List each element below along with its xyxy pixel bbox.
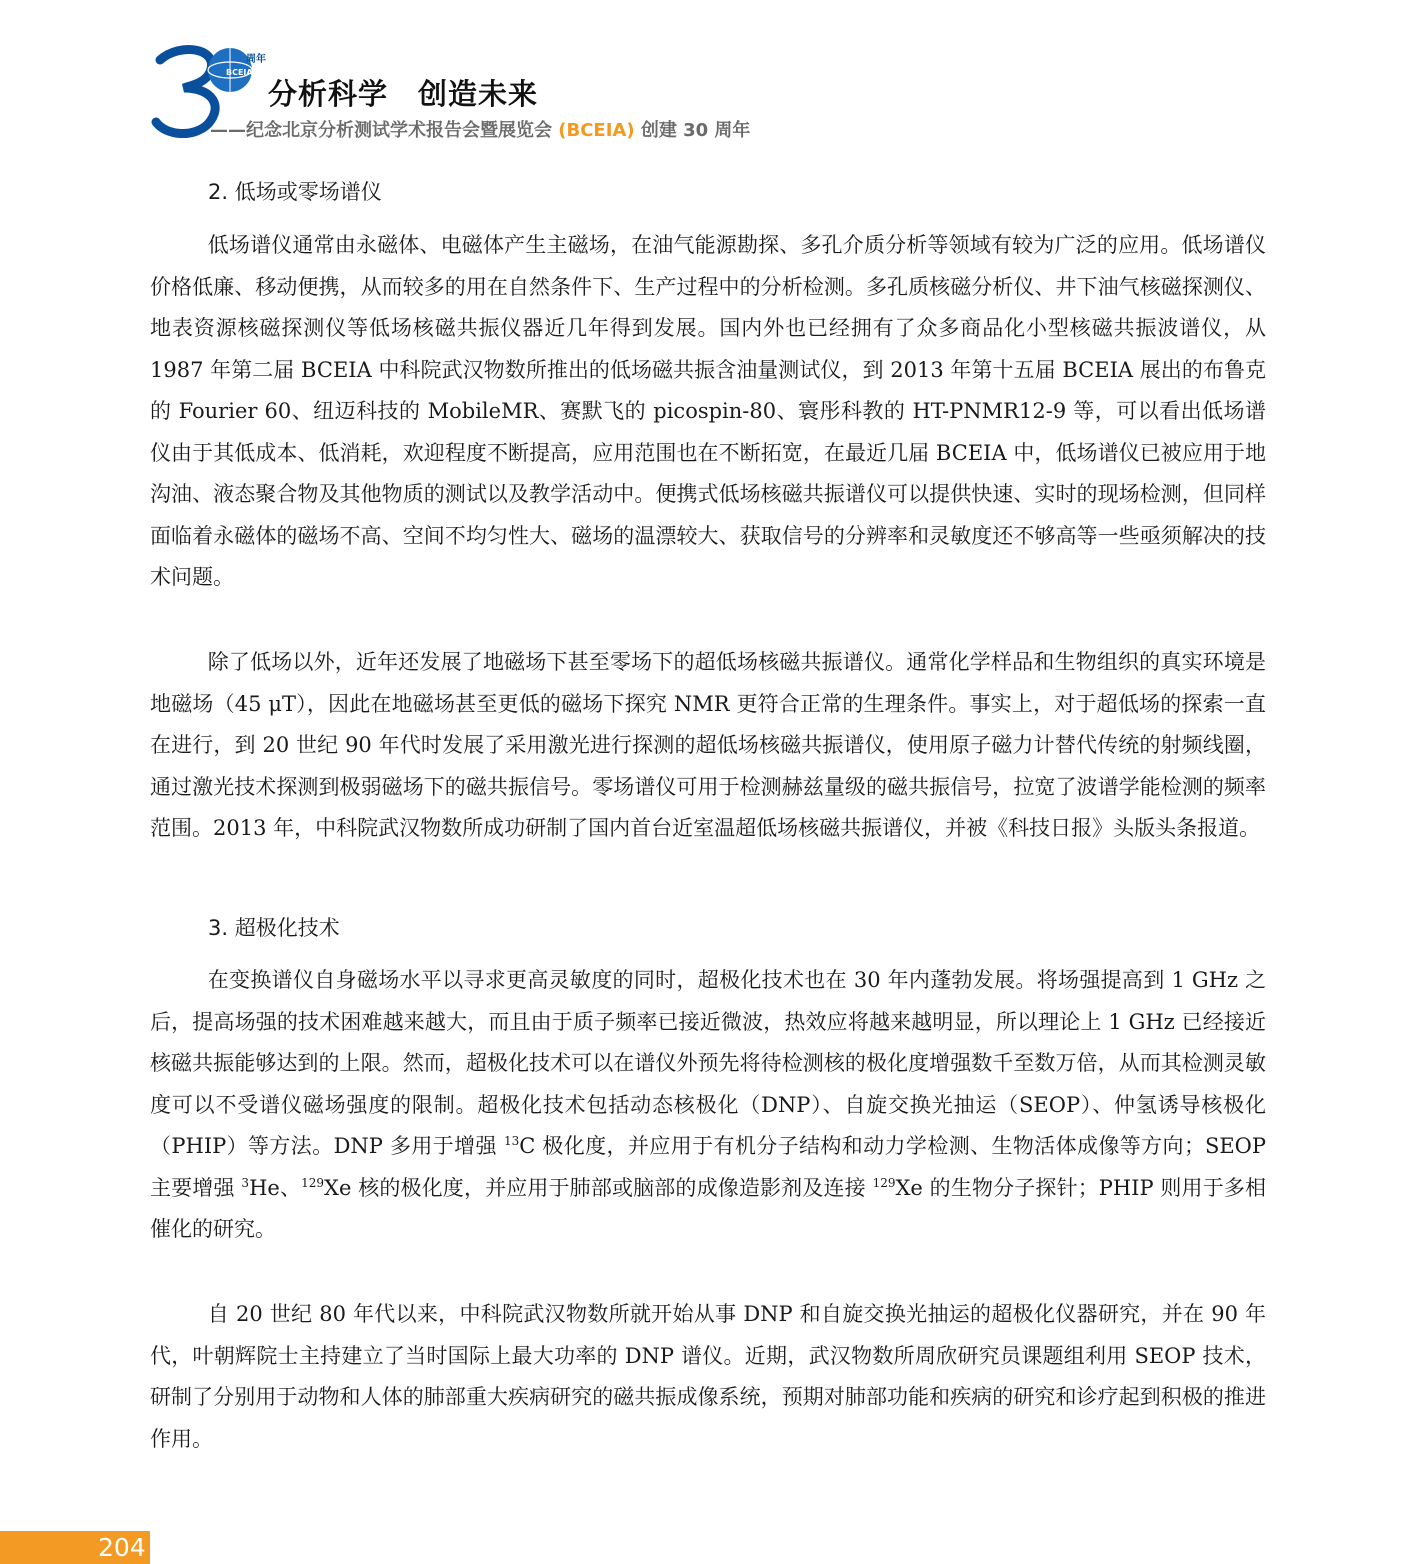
subtitle-suffix: 创建 30 周年 — [634, 120, 751, 141]
superscript: 13 — [503, 1134, 520, 1148]
page-header — [150, 40, 1050, 150]
text-run: Xe 核的极化度，并应用于肺部或脑部的成像造影剂及连接 — [324, 1175, 873, 1200]
section-heading-low-field: 2. 低场或零场谱仪 — [208, 180, 382, 204]
text-run: Xe 的生物分子探针；PHIP 则用于多相催化的研究。 — [150, 1175, 1266, 1241]
superscript: 129 — [301, 1175, 325, 1190]
subtitle-accent: (BCEIA) — [558, 120, 635, 141]
paragraph-low-field-1: 低场谱仪通常由永磁体、电磁体产生主磁场，在油气能源勘探、多孔介质分析等领域有较为广泛的应用。低场谱仪价格低廉、移动便携，从而较多的用在自然条件下、生产过程中的分析检测。多孔质核磁分析仪、井下油气核磁探测仪、地表资源核磁探测仪等低场核磁共振仪器近几年得到发展。国内外也已经拥有了众多商品化小型核磁共振波谱仪，从 1987 年第二届 BCEIA 中科院武汉物数所推出的低场磁共振含油量测试仪，到 2013 年第十五届 BCEIA 展出的布鲁克的 Fourier 60、纽迈科技的 MobileMR、赛默飞的 picospin-80、寰彤科教的 HT-PNMR12-9 等，可以看出低场谱仪由于其低成本、低消耗，欢迎程度不断提高，应用范围也在不断拓宽，在最近几届 BCEIA 中，低场谱仪已被应用于地沟油、液态聚合物及其他物质的测试以及教学活动中。便携式低场核磁共振谱仪可以提供快速、实时的现场检测，但同样面临着永磁体的磁场不高、空间不均匀性大、磁场的温漂较大、获取信号的分辨率和灵敏度还不够高等一些亟须解决的技术问题。 — [150, 233, 1266, 589]
text-run: He、 — [249, 1175, 302, 1200]
section-heading-hyperpolarization: 3. 超极化技术 — [208, 916, 340, 940]
page-title: 分析科学 创造未来 — [268, 77, 539, 111]
superscript: 3 — [241, 1175, 250, 1190]
logo-mark: BCEIA — [226, 68, 253, 77]
superscript: 129 — [872, 1175, 896, 1190]
paragraph-low-field-2: 除了低场以外，近年还发展了地磁场下甚至零场下的超低场核磁共振谱仪。通常化学样品和生物组织的真实环境是地磁场（45 μT），因此在地磁场甚至更低的磁场下探究 NMR 更符合正常的生理条件。事实上，对于超低场的探索一直在进行，到 20 世纪 90 年代时发展了采用激光进行探测的超低场核磁共振谱仪，使用原子磁力计替代传统的射频线圈，通过激光技术探测到极弱磁场下的磁共振信号。零场谱仪可用于检测赫兹量级的磁共振信号，拉宽了波谱学能检测的频率范围。2013 年，中科院武汉物数所成功研制了国内首台近室温超低场核磁共振谱仪，并被《科技日报》头版头条报道。 — [150, 650, 1266, 840]
logo-anniversary-label: 周年 — [246, 54, 266, 65]
subtitle-prefix: ——纪念北京分析测试学术报告会暨展览会 — [210, 120, 559, 141]
paragraph-hyperpolarization-2: 自 20 世纪 80 年代以来，中科院武汉物数所就开始从事 DNP 和自旋交换光抽运的超极化仪器研究，并在 90 年代，叶朝辉院士主持建立了当时国际上最大功率的 DNP 谱仪。近期，武汉物数所周欣研究员课题组利用 SEOP 技术，研制了分别用于动物和人体的肺部重大疾病研究的磁共振成像系统，预期对肺部功能和疾病的研究和诊疗起到积极的推进作用。 — [150, 1302, 1266, 1451]
page-number: 204 — [98, 1533, 146, 1562]
page-subtitle — [210, 116, 750, 142]
text-run: 在变换谱仪自身磁场水平以寻求更高灵敏度的同时，超极化技术也在 30 年内蓬勃发展。将场强提高到 1 GHz 之后，提高场强的技术困难越来越大，而且由于质子频率已接近微波，热效应将越来越明显，所以理论上 1 GHz 已经接近核磁共振能够达到的上限。然而，超极化技术可以在谱仪外预先将待检测核的极化度增强数千至数万倍，从而其检测灵敏度可以不受谱仪磁场强度的限制。超极化技术包括动态核极化（DNP）、自旋交换光抽运（SEOP）、仲氢诱导核极化（PHIP）等方法。DNP 多用于增强 — [150, 968, 1266, 1158]
text-run: C 极化度，并应用于有机分子结构和动力学检测、生物活体成像等方向；SEOP 主要增强 — [150, 1134, 1267, 1200]
paragraph-hyperpolarization-1 — [150, 960, 1266, 1251]
